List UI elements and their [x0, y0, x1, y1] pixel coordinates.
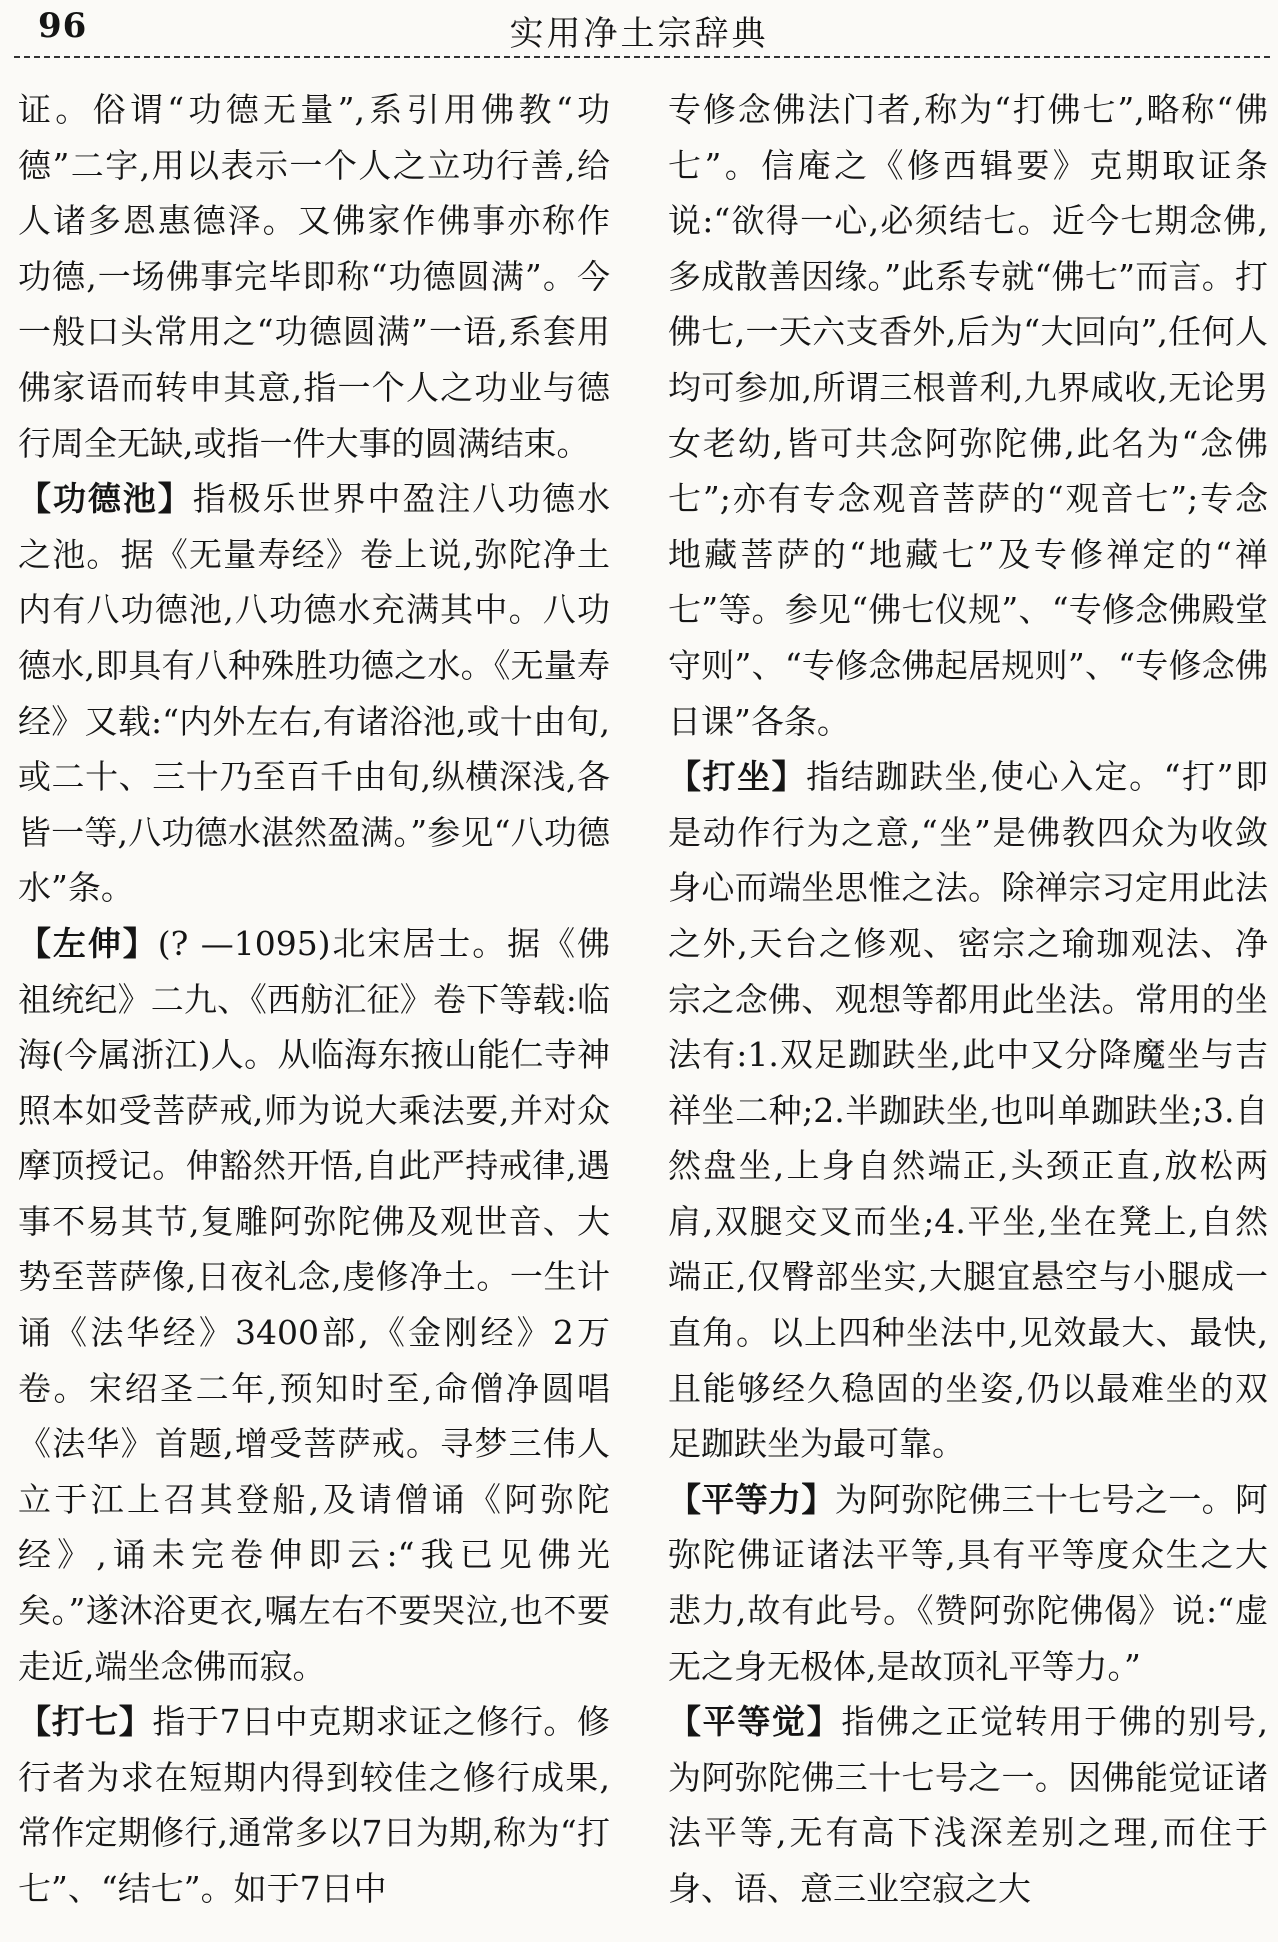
entry-headword: 【打坐】: [668, 757, 807, 797]
entry-dazuo: [668, 749, 1268, 1472]
entry-continuation: [18, 82, 610, 471]
entry-text: (? —1095)北宋居士。据《佛祖统纪》二九、《西舫汇征》卷下等载:临海(今属浙江)人。从临海东掖山能仁寺神照本如受菩萨戒,师为说大乘法要,并对众摩顶授记。伸豁然开悟,自此严持戒律,遇事不易其节,复雕阿弥陀佛及观世音、大势至菩萨像,日夜礼念,虔修净土。一生计诵《法华经》3400部,《金刚经》2万卷。宋绍圣二年,预知时至,命僧净圆唱《法华》首题,增受菩萨戒。寻梦三伟人立于江上召其登船,及请僧诵《阿弥陀经》,诵未完卷伸即云:“我已见佛光矣。”遂沐浴更衣,嘱左右不要哭泣,也不要走近,端坐念佛而寂。: [18, 923, 610, 1686]
entry-headword: 【平等觉】: [668, 1702, 842, 1742]
page-number: 96: [38, 6, 88, 46]
entry-pingdengjue: [668, 1694, 1268, 1916]
entry-headword: 【平等力】: [668, 1479, 835, 1519]
page-header: [0, 0, 1278, 62]
entry-continuation: [668, 82, 1268, 749]
entry-text: 证。俗谓“功德无量”,系引用佛教“功德”二字,用以表示一个人之立功行善,给人诸多恩惠德泽。又佛家作佛事亦称作功德,一场佛事完毕即称“功德圆满”。今一般口头常用之“功德圆满”一语,系套用佛家语而转申其意,指一个人之功业与德行周全无缺,或指一件大事的圆满结束。: [18, 90, 610, 463]
entry-headword: 【功德池】: [18, 479, 193, 519]
entry-pingdengli: [668, 1472, 1268, 1694]
entry-text: 指于7日中克期求证之修行。修行者为求在短期内得到较佳之修行成果,常作定期修行,通常多以7日为期,称为“打七”、“结七”。如于7日中: [18, 1702, 611, 1908]
entry-zuoshen: [18, 916, 610, 1694]
entry-text: 指结跏趺坐,使心入定。“打”即是动作行为之意,“坐”是佛教四众为收敛身心而端坐思惟之法。除禅宗习定用此法之外,天台之修观、密宗之瑜珈观法、净宗之念佛、观想等都用此坐法。常用的坐法有:1.双足跏趺坐,此中又分降魔坐与吉祥坐二种;2.半跏趺坐,也叫单跏趺坐;3.自然盘坐,上身自然端正,头颈正直,放松两肩,双腿交叉而坐;4.平坐,坐在凳上,自然端正,仅臀部坐实,大腿宜悬空与小腿成一直角。以上四种坐法中,见效最大、最快,且能够经久稳固的坐姿,仍以最难坐的双足跏趺坐为最可靠。: [668, 757, 1268, 1464]
left-column: [18, 82, 610, 1942]
header-rule: [14, 56, 1270, 58]
entry-gongdechi: [18, 471, 610, 916]
right-column: [668, 82, 1268, 1942]
entry-text: 指佛之正觉转用于佛的别号,为阿弥陀佛三十七号之一。因佛能觉证诸法平等,无有高下浅深差别之理,而住于身、语、意三业空寂之大: [668, 1702, 1268, 1908]
entry-text: 为阿弥陀佛三十七号之一。阿弥陀佛证诸法平等,具有平等度众生之大悲力,故有此号。《赞阿弥陀佛偈》说:“虚无之身无极体,是故顶礼平等力。”: [668, 1479, 1269, 1686]
entry-text: 指极乐世界中盈注八功德水之池。据《无量寿经》卷上说,弥陀净土内有八功德池,八功德水充满其中。八功德水,即具有八种殊胜功德之水。《无量寿经》又载:“内外左右,有诸浴池,或十由旬,或二十、三十乃至百千由旬,纵横深浅,各皆一等,八功德水湛然盈满。”参见“八功德水”条。: [18, 479, 610, 908]
entry-headword: 【左伸】: [18, 923, 158, 963]
running-title: 实用净土宗辞典: [509, 14, 769, 54]
entry-daqi: [18, 1694, 610, 1916]
entry-headword: 【打七】: [18, 1702, 153, 1742]
entry-text: 专修念佛法门者,称为“打佛七”,略称“佛七”。信庵之《修西辑要》克期取证条说:“欲得一心,必须结七。近今七期念佛,多成散善因缘。”此系专就“佛七”而言。打佛七,一天六支香外,后为“大回向”,任何人均可参加,所谓三根普利,九界咸收,无论男女老幼,皆可共念阿弥陀佛,此名为“念佛七”;亦有专念观音菩萨的“观音七”;专念地藏菩萨的“地藏七”及专修禅定的“禅七”等。参见“佛七仪规”、“专修念佛殿堂守则”、“专修念佛起居规则”、“专修念佛日课”各条。: [668, 90, 1268, 741]
